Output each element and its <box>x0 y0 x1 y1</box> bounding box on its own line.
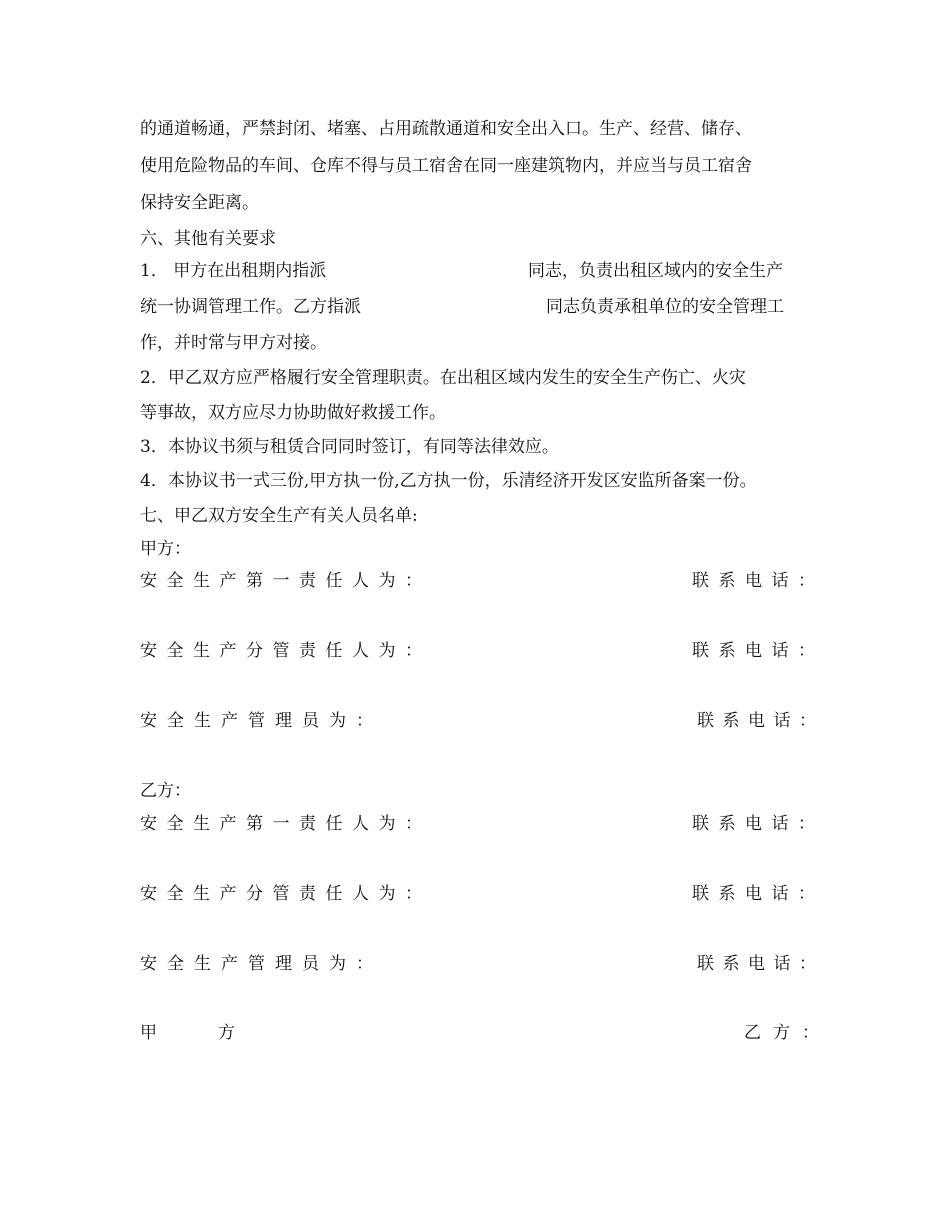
party-a-phone-1: 联系电话： <box>692 571 825 591</box>
party-b-phone-3: 联系电话： <box>697 954 825 974</box>
paragraph-line: 保持安全距离。 <box>140 193 259 213</box>
party-a-safety-officer: 安全生产管理员为： <box>140 711 383 731</box>
section-heading-6: 六、其他有关要求 <box>140 229 276 249</box>
party-a-label: 甲方： <box>140 539 191 559</box>
party-b-first-responsible: 安全生产第一责任人为： <box>140 814 432 834</box>
party-b-phone-1: 联系电话： <box>692 814 825 834</box>
signature-party-a-char-1: 甲 <box>140 1023 157 1043</box>
party-a-first-responsible: 安全生产第一责任人为： <box>140 571 432 591</box>
item1-line1-start: 1． 甲方在出租期内指派 <box>140 261 327 281</box>
party-a-phone-3: 联系电话： <box>697 711 825 731</box>
item1-line3: 作，并时常与甲方对接。 <box>140 333 327 353</box>
party-b-safety-officer: 安全生产管理员为： <box>140 954 383 974</box>
party-b-phone-2: 联系电话： <box>692 884 825 904</box>
item2-line2: 等事故，双方应尽力协助做好救援工作。 <box>140 403 446 423</box>
item1-line1-end: 同志，负责出租区域内的安全生产 <box>528 261 783 281</box>
item3: 3．本协议书须与租赁合同同时签订，有同等法律效应。 <box>140 437 559 457</box>
item2-line1: 2．甲乙双方应严格履行安全管理职责。在出租区域内发生的安全生产伤亡、火灾 <box>140 368 746 388</box>
item4: 4．本协议书一式三份,甲方执一份,乙方执一份，乐清经济开发区安监所备案一份。 <box>140 471 757 491</box>
party-a-phone-2: 联系电话： <box>692 641 825 661</box>
signature-party-a-char-2: 方 <box>218 1023 235 1043</box>
party-b-deputy-responsible: 安全生产分管责任人为： <box>140 884 432 904</box>
paragraph-line: 使用危险物品的车间、仓库不得与员工宿舍在同一座建筑物内，并应当与员工宿舍 <box>140 156 752 176</box>
paragraph-line: 的通道畅通，严禁封闭、堵塞、占用疏散通道和安全出入口。生产、经营、储存、 <box>140 119 752 139</box>
signature-party-b: 乙方： <box>744 1023 831 1043</box>
party-b-label: 乙方： <box>140 781 191 801</box>
party-a-deputy-responsible: 安全生产分管责任人为： <box>140 641 432 661</box>
section-heading-7: 七、甲乙双方安全生产有关人员名单: <box>140 506 418 526</box>
item1-line2-start: 统一协调管理工作。乙方指派 <box>140 297 361 317</box>
item1-line2-end: 同志负责承租单位的安全管理工 <box>546 297 784 317</box>
